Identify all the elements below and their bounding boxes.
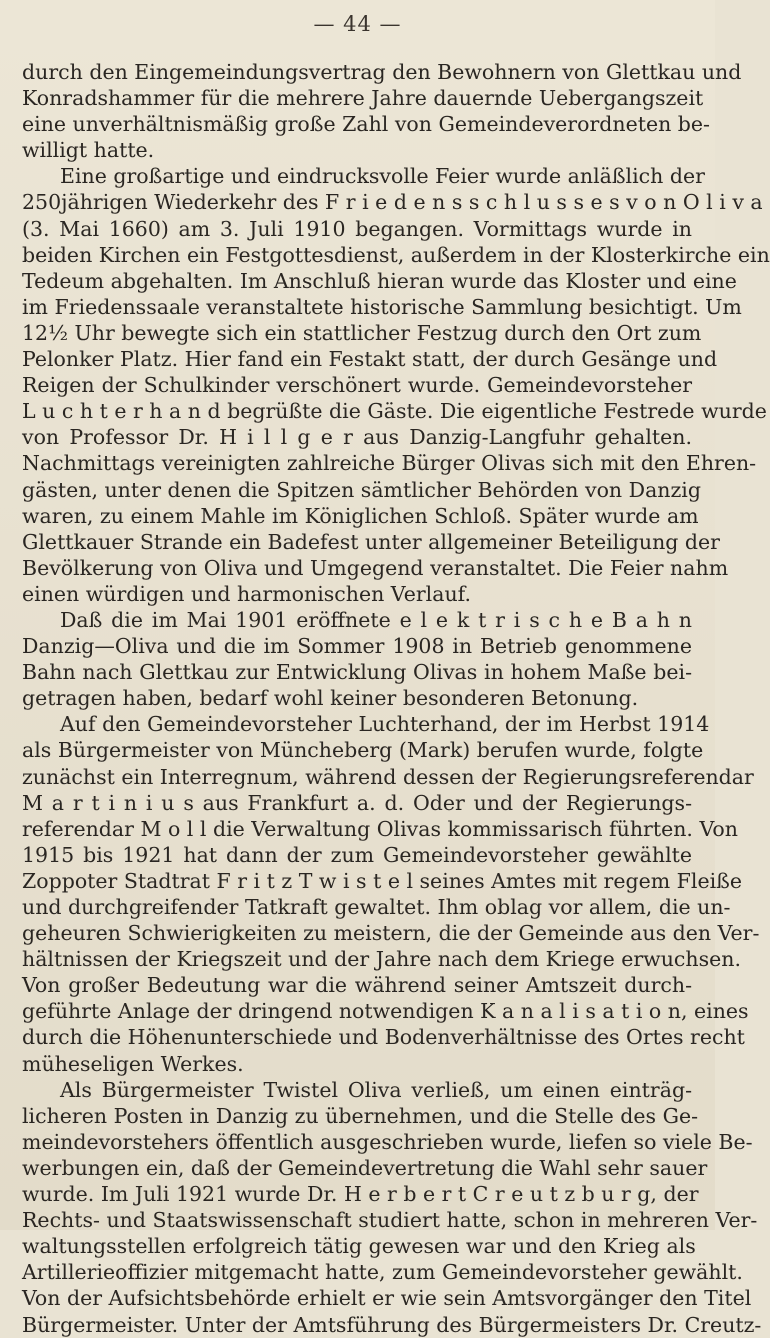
text-line: Rechts- und Staatswissenschaft studiert hatte, schon in mehreren Ver- <box>22 1208 758 1233</box>
text-line: 12½ Uhr bewegte sich ein stattlicher Festzug durch den Ort zum <box>22 320 702 345</box>
text-line: Reigen der Schulkinder verschönert wurde. Gemeindevorsteher <box>22 373 692 398</box>
text-line: Als Bürgermeister Twistel Oliva verließ, um einen einträg- <box>60 1077 692 1102</box>
text-line: Von großer Bedeutung war die während seiner Amtszeit durch- <box>22 973 692 998</box>
text-line: L u c h t e r h a n d begrüßte die Gäste. Die eigentliche Festrede wurde <box>22 399 767 424</box>
page-number: — 44 — <box>313 12 402 36</box>
text-line: 1915 bis 1921 hat dann der zum Gemeindevorsteher gewählte <box>22 842 692 867</box>
text-line: Bevölkerung von Oliva und Umgegend veranstaltet. Die Feier nahm <box>22 555 729 580</box>
text-line: einen würdigen und harmonischen Verlauf. <box>22 581 472 606</box>
text-line: Auf den Gemeindevorsteher Luchterhand, der im Herbst 1914 <box>60 712 710 737</box>
text-line: getragen haben, bedarf wohl keiner besonderen Betonung. <box>22 686 639 711</box>
text-line: M a r t i n i u s aus Frankfurt a. d. Oder und der Regierungs- <box>22 790 692 815</box>
text-line: licheren Posten in Danzig zu übernehmen, und die Stelle des Ge- <box>22 1103 699 1128</box>
text-line: Bahn nach Glettkau zur Entwicklung Olivas in hohem Maße bei- <box>22 660 692 685</box>
body-text <box>22 59 770 1338</box>
text-line: 250jährigen Wiederkehr des F r i e d e n s s c h l u s s e s v o n O l i v a <box>22 190 763 215</box>
text-line: von Professor Dr. H i l l g e r aus Danzig-Langfuhr gehalten. <box>22 425 692 450</box>
text-line: referendar M o l l die Verwaltung Olivas kommissarisch führten. Von <box>22 816 738 841</box>
text-line: Glettkauer Strande ein Badefest unter allgemeiner Beteiligung der <box>22 529 720 554</box>
text-line: Artillerieoffizier mitgemacht hatte, zum Gemeindevorsteher gewählt. <box>22 1260 743 1285</box>
text-line: gästen, unter denen die Spitzen sämtlicher Behörden von Danzig <box>22 477 701 502</box>
text-line: Bürgermeister. Unter der Amtsführung des Bürgermeisters Dr. Creutz- <box>22 1312 762 1337</box>
text-line: zunächst ein Interregnum, während dessen der Regierungsreferendar <box>22 764 754 789</box>
text-line: meindevorstehers öffentlich ausgeschrieben wurde, liefen so viele Be- <box>22 1129 753 1154</box>
text-line: Eine großartige und eindrucksvolle Feier wurde anläßlich der <box>60 164 705 189</box>
text-line: Danzig—Oliva und die im Sommer 1908 in Betrieb genommene <box>22 634 692 659</box>
text-line: im Friedenssaale veranstaltete historische Sammlung besichtigt. Um <box>22 294 742 319</box>
text-line: werbungen ein, daß der Gemeindevertretung die Wahl sehr sauer <box>22 1155 708 1180</box>
text-line: waltungsstellen erfolgreich tätig gewesen war und den Krieg als <box>22 1234 696 1259</box>
text-line: Daß die im Mai 1901 eröffnete e l e k t r i s c h e B a h n <box>60 607 692 632</box>
text-line: geführte Anlage der dringend notwendigen K a n a l i s a t i o n, eines <box>22 999 749 1024</box>
text-line: beiden Kirchen ein Festgottesdienst, außerdem in der Klosterkirche ein <box>22 242 770 267</box>
text-line: Pelonker Platz. Hier fand ein Festakt statt, der durch Gesänge und <box>22 347 718 372</box>
text-line: müheseligen Werkes. <box>22 1051 244 1076</box>
text-line: waren, zu einem Mahle im Königlichen Schloß. Später wurde am <box>22 503 699 528</box>
text-line: eine unverhältnismäßig große Zahl von Gemeindeverordneten be- <box>22 112 710 137</box>
text-line: (3. Mai 1660) am 3. Juli 1910 begangen. Vormittags wurde in <box>22 216 692 241</box>
text-line: Konradshammer für die mehrere Jahre dauernde Uebergangszeit <box>22 86 704 111</box>
text-line: durch die Höhenunterschiede und Bodenverhältnisse des Ortes recht <box>22 1025 745 1050</box>
text-line: Nachmittags vereinigten zahlreiche Bürger Olivas sich mit den Ehren- <box>22 451 757 476</box>
text-line: geheuren Schwierigkeiten zu meistern, die der Gemeinde aus den Ver- <box>22 921 760 946</box>
text-line: Tedeum abgehalten. Im Anschluß hieran wurde das Kloster und eine <box>22 268 737 293</box>
text-line: Zoppoter Stadtrat F r i t z T w i s t e l seines Amtes mit regem Fleiße <box>22 868 742 893</box>
text-line: durch den Eingemeindungsvertrag den Bewohnern von Glettkau und <box>22 60 742 84</box>
text-line: als Bürgermeister von Müncheberg (Mark) berufen wurde, folgte <box>22 738 704 763</box>
text-line: wurde. Im Juli 1921 wurde Dr. H e r b e r t C r e u t z b u r g, der <box>22 1182 699 1207</box>
text-line: Von der Aufsichtsbehörde erhielt er wie sein Amtsvorgänger den Titel <box>22 1286 752 1311</box>
text-line: willigt hatte. <box>22 138 155 163</box>
text-line: und durchgreifender Tatkraft gewaltet. Ihm oblag vor allem, die un- <box>22 895 731 919</box>
text-line: hältnissen der Kriegszeit und der Jahre nach dem Kriege erwuchsen. <box>22 947 741 972</box>
